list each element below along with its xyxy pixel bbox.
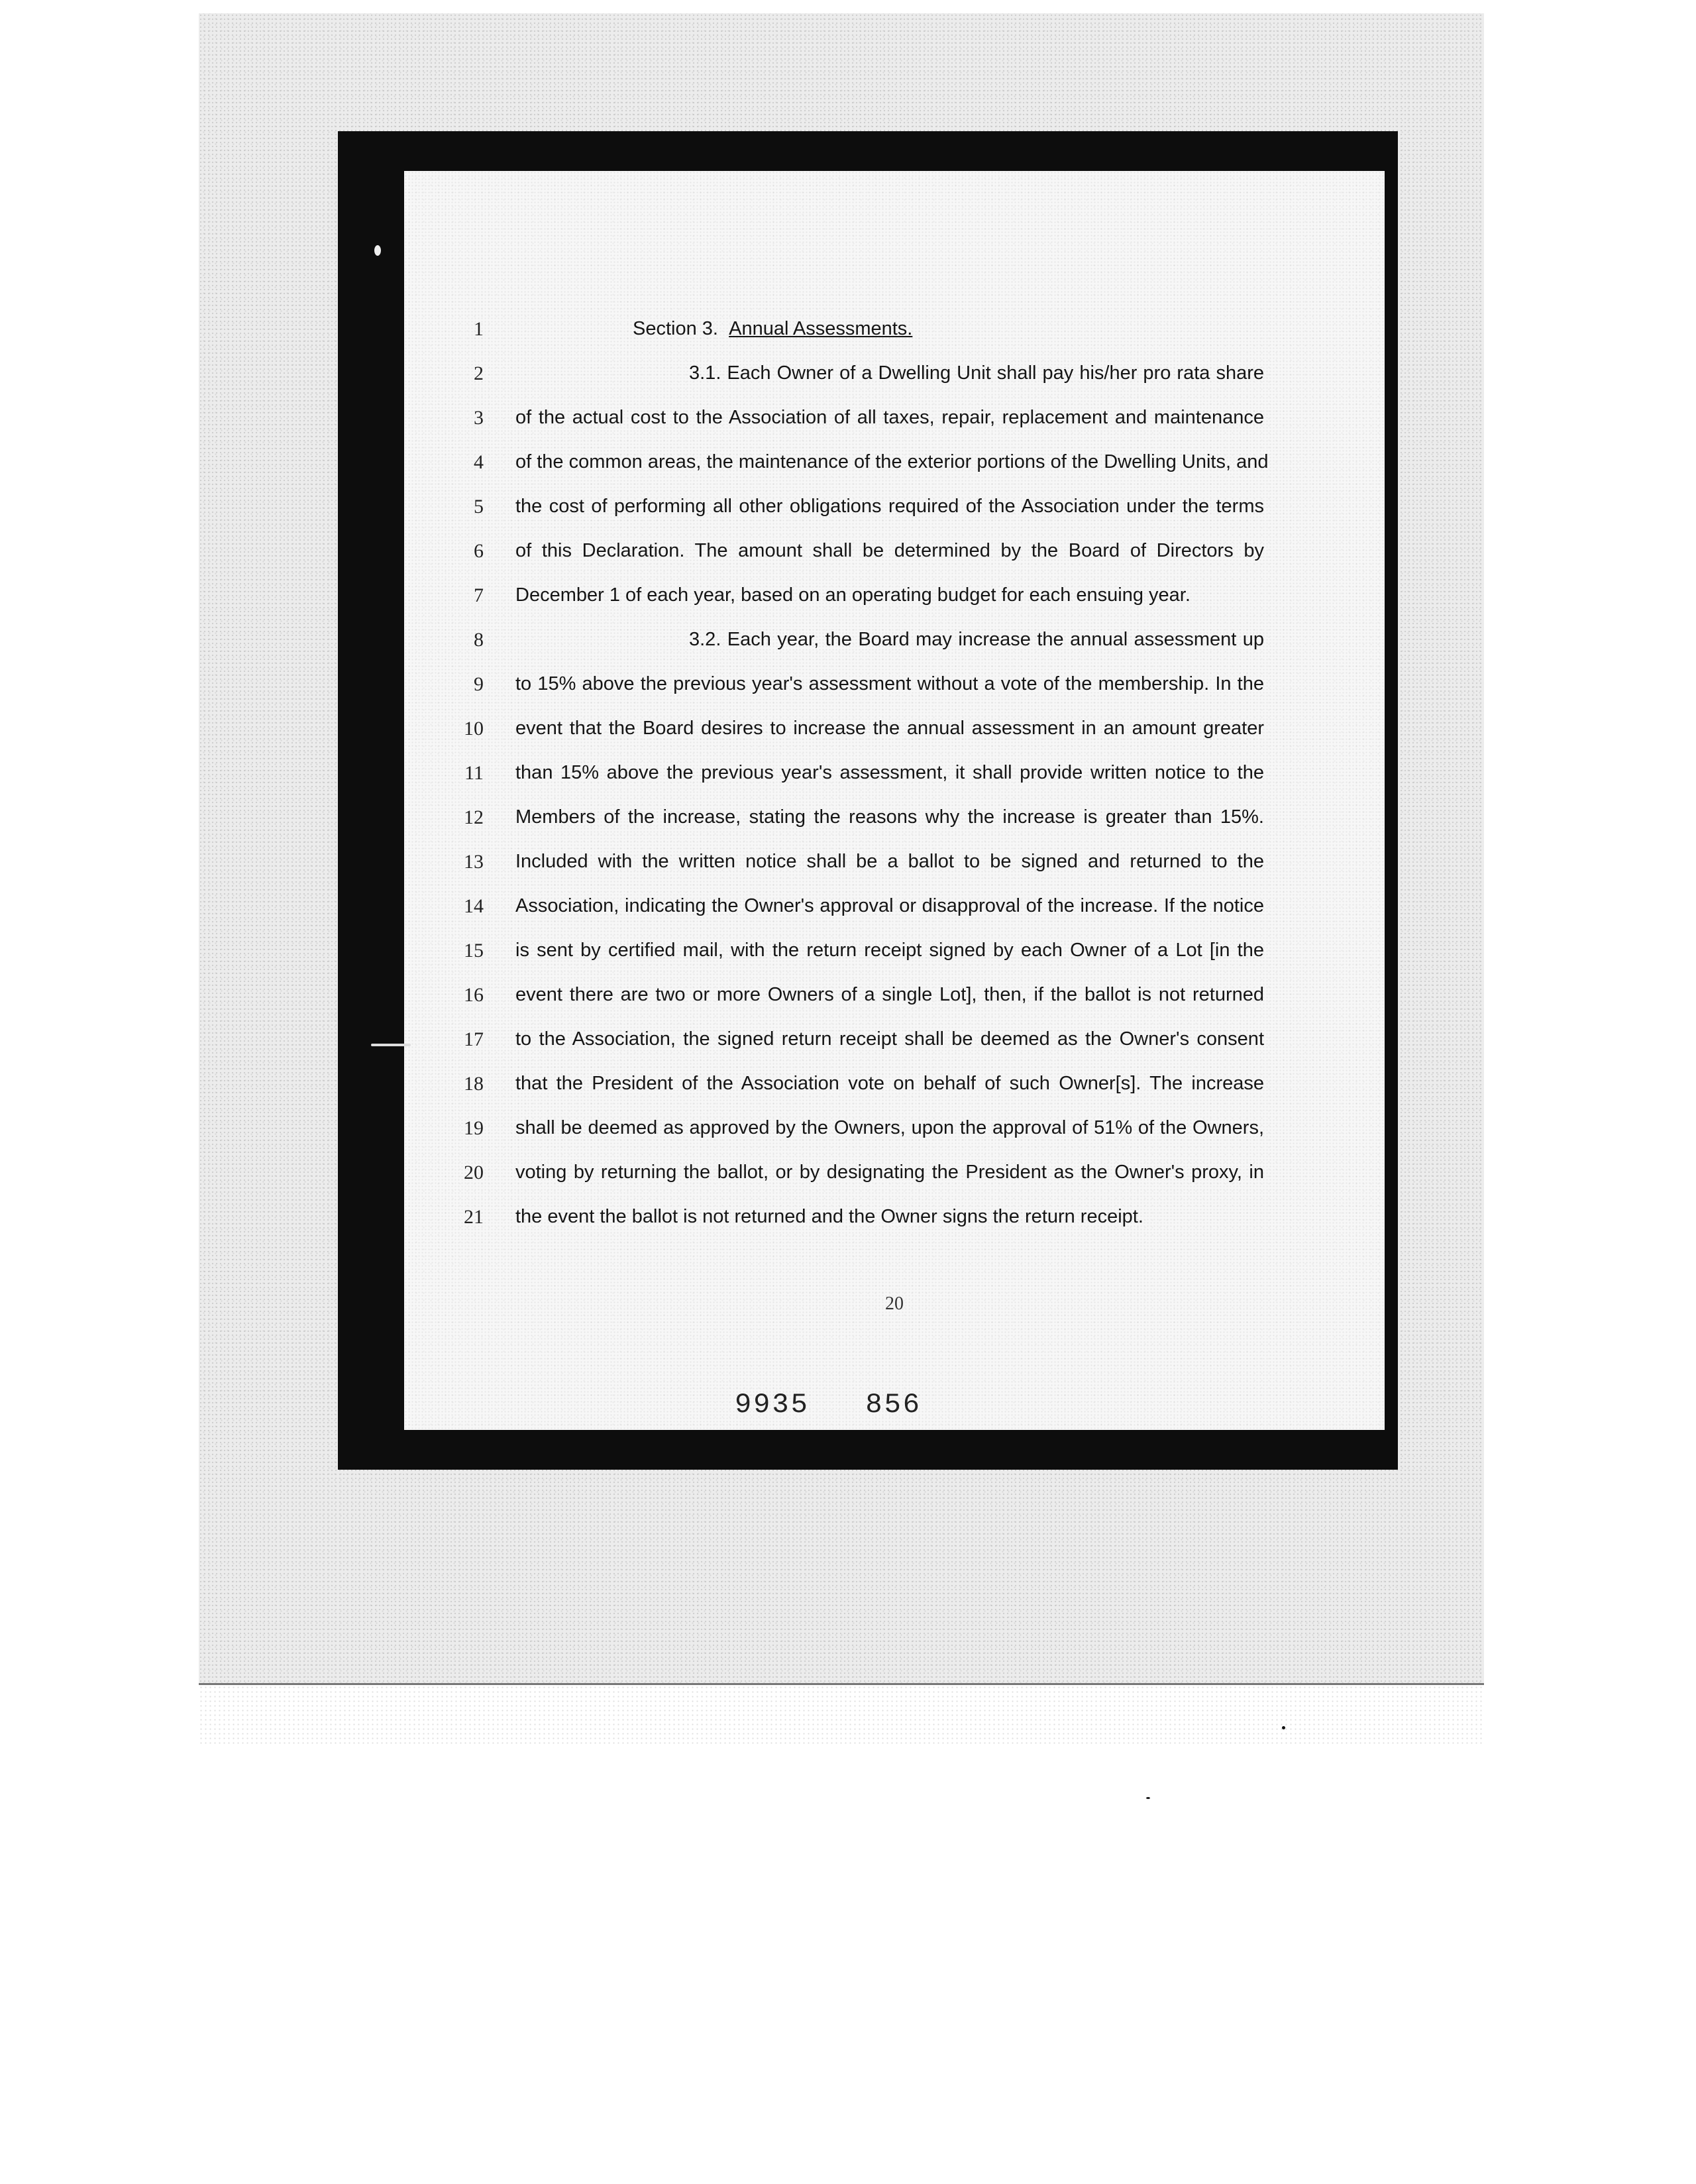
text-line: Included with the written notice shall be a ballot to be signed and returned to the [515, 851, 1264, 872]
line-number: 1 [474, 318, 484, 340]
text-line: Members of the increase, stating the reasons why the increase is greater than 15%. [515, 806, 1264, 828]
line-number: 17 [464, 1028, 484, 1050]
text-line: voting by returning the ballot, or by designating the President as the Owner's proxy, in [515, 1162, 1264, 1183]
line-number: 5 [474, 496, 484, 518]
line-number: 11 [464, 762, 484, 784]
document-page [404, 171, 1385, 1430]
line-number: 7 [474, 584, 484, 606]
line-number: 16 [464, 984, 484, 1006]
page-number: 20 [885, 1293, 904, 1314]
scan-speck [1282, 1726, 1285, 1729]
text-line: is sent by certified mail, with the return receipt signed by each Owner of a Lot [in the [515, 940, 1264, 961]
text-line: of this Declaration. The amount shall be determined by the Board of Directors by [515, 540, 1264, 561]
text-line: to the Association, the signed return receipt shall be deemed as the Owner's consent [515, 1028, 1264, 1050]
line-number: 6 [474, 540, 484, 562]
text-line: the event the ballot is not returned and the Owner signs the return receipt. [515, 1206, 1143, 1227]
text-line: than 15% above the previous year's assessment, it shall provide written notice to the [515, 762, 1264, 783]
section-heading [633, 317, 1030, 341]
text-line: the cost of performing all other obligations required of the Association under the terms [515, 496, 1264, 517]
line-number: 20 [464, 1162, 484, 1183]
scan-speck [374, 245, 381, 256]
line-number: 15 [464, 940, 484, 961]
scan-speck [371, 1044, 411, 1046]
text-line: event there are two or more Owners of a single Lot], then, if the ballot is not returned [515, 984, 1264, 1005]
line-number: 18 [464, 1073, 484, 1095]
text-line: event that the Board desires to increase the annual assessment in an amount greater [515, 718, 1264, 739]
text-line: 3.1. Each Owner of a Dwelling Unit shall pay his/her pro rata share [689, 362, 1264, 384]
line-number: 9 [474, 673, 484, 695]
line-number: 14 [464, 895, 484, 917]
section-title: Annual Assessments. [729, 318, 913, 339]
text-line: 3.2. Each year, the Board may increase the annual assessment up [689, 629, 1264, 650]
line-number: 12 [464, 806, 484, 828]
text-line: of the actual cost to the Association of all taxes, repair, replacement and maintenance [515, 407, 1264, 428]
text-line: to 15% above the previous year's assessment without a vote of the membership. In the [515, 673, 1264, 694]
text-line: shall be deemed as approved by the Owners, upon the approval of 51% of the Owners, [515, 1117, 1264, 1138]
line-number: 3 [474, 407, 484, 429]
line-number: 10 [464, 718, 484, 739]
scan-speck [1146, 1797, 1150, 1799]
line-number: 8 [474, 629, 484, 651]
book-page-stamp: 9935 856 [734, 1389, 922, 1421]
text-line: Association, indicating the Owner's approval or disapproval of the increase. If the notice [515, 895, 1264, 916]
text-line: December 1 of each year, based on an operating budget for each ensuing year. [515, 584, 1191, 606]
line-number: 13 [464, 851, 484, 873]
line-number: 4 [474, 451, 484, 473]
text-line: of the common areas, the maintenance of the exterior portions of the Dwelling Units, and [515, 451, 1269, 472]
line-number: 21 [464, 1206, 484, 1228]
line-number: 19 [464, 1117, 484, 1139]
scan-noise-strip [199, 1685, 1484, 1745]
section-prefix: Section 3. [633, 318, 718, 339]
line-number: 2 [474, 362, 484, 384]
text-line: that the President of the Association vote on behalf of such Owner[s]. The increase [515, 1073, 1264, 1094]
